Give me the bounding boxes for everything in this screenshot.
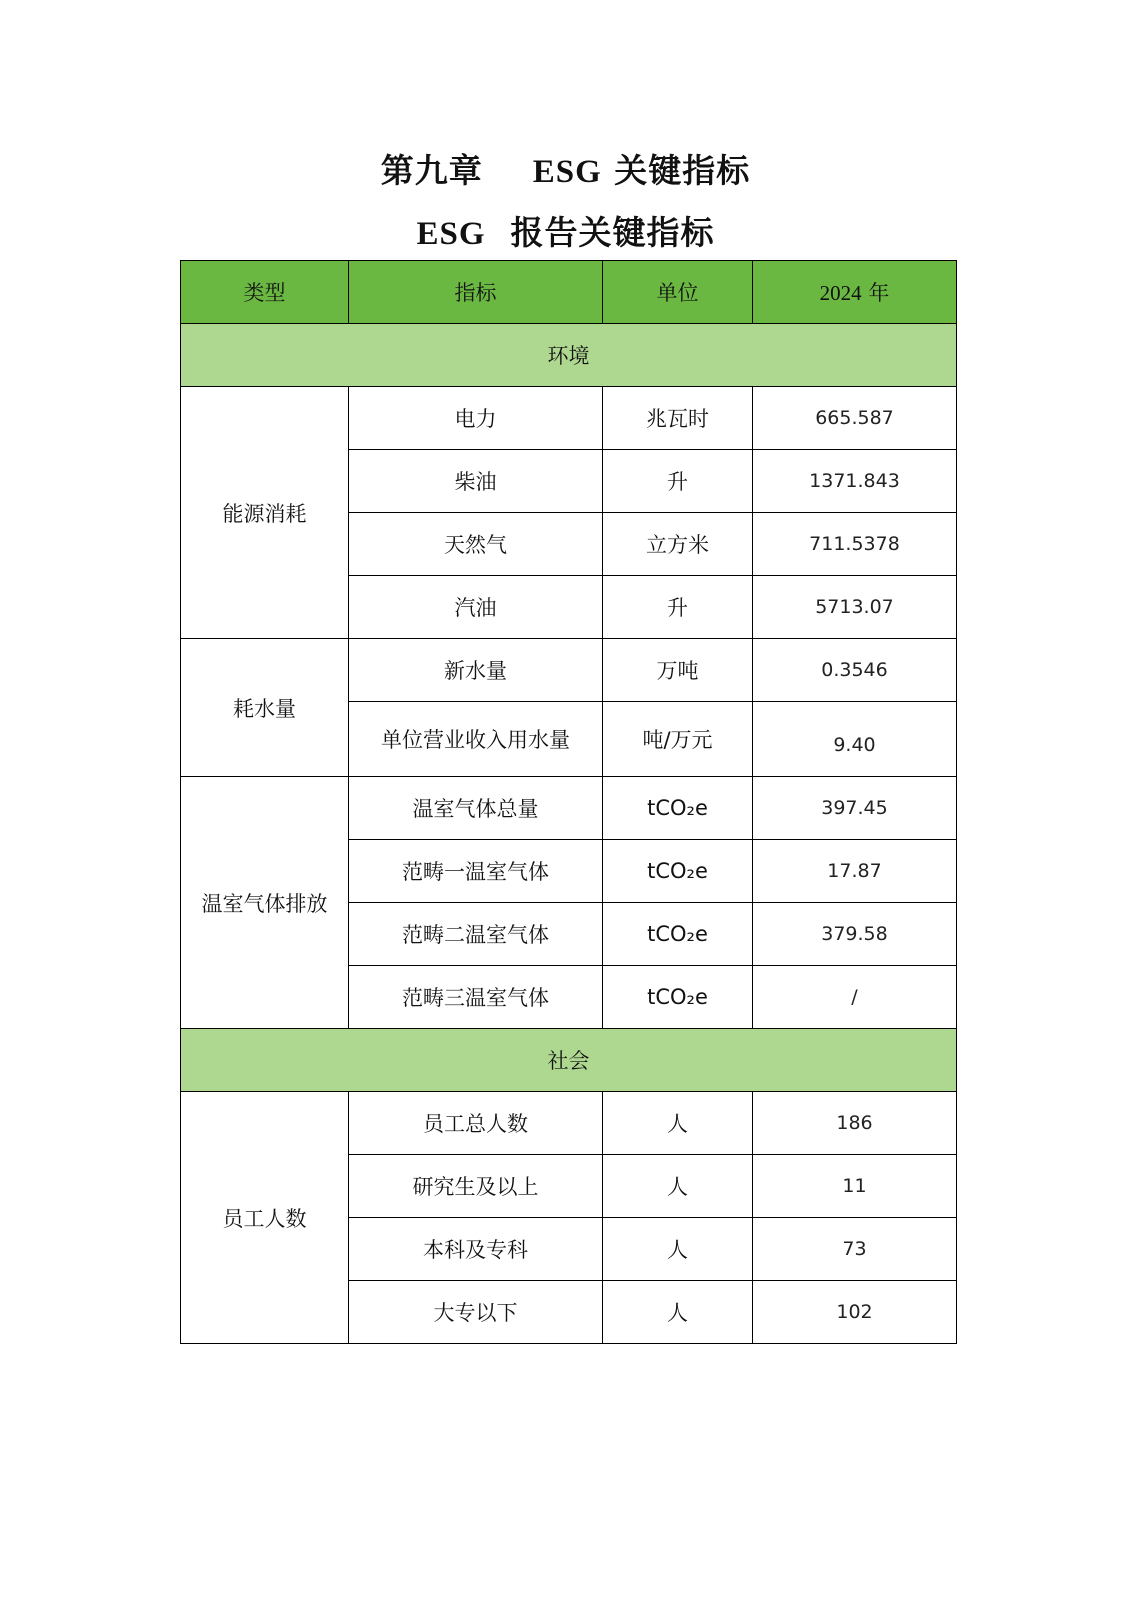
value-cell: 102 (753, 1281, 957, 1344)
section-label: 社会 (181, 1029, 957, 1092)
indicator-cell: 天然气 (349, 513, 603, 576)
table-row (181, 387, 957, 450)
indicator-cell: 范畴三温室气体 (349, 966, 603, 1029)
group-type-water: 耗水量 (181, 639, 349, 777)
unit-cell: 兆瓦时 (603, 387, 753, 450)
indicator-cell: 电力 (349, 387, 603, 450)
table-title (0, 207, 1131, 254)
chapter-title-suffix: 关键指标 (614, 151, 751, 190)
section-row-environment (181, 324, 957, 387)
indicator-cell: 温室气体总量 (349, 777, 603, 840)
table-row (181, 777, 957, 840)
indicator-cell: 范畴一温室气体 (349, 840, 603, 903)
value-cell: 0.3546 (753, 639, 957, 702)
header-year-suffix: 年 (868, 281, 890, 305)
indicator-cell: 范畴二温室气体 (349, 903, 603, 966)
chapter-title (0, 145, 1131, 192)
value-cell: 379.58 (753, 903, 957, 966)
value-cell: 11 (753, 1155, 957, 1218)
chapter-title-latin: ESG (532, 154, 602, 190)
group-type-ghg: 温室气体排放 (181, 777, 349, 1029)
table-title-latin: ESG (416, 216, 486, 252)
indicator-cell: 新水量 (349, 639, 603, 702)
unit-cell: 人 (603, 1092, 753, 1155)
table-title-suffix: 报告关键指标 (510, 213, 715, 252)
value-cell: 5713.07 (753, 576, 957, 639)
unit-cell: 人 (603, 1218, 753, 1281)
unit-cell: 升 (603, 576, 753, 639)
section-label: 环境 (181, 324, 957, 387)
group-type-energy: 能源消耗 (181, 387, 349, 639)
header-unit: 单位 (603, 261, 753, 324)
unit-cell: 立方米 (603, 513, 753, 576)
unit-cell: 升 (603, 450, 753, 513)
indicator-cell: 大专以下 (349, 1281, 603, 1344)
value-cell: 711.5378 (753, 513, 957, 576)
indicator-cell: 本科及专科 (349, 1218, 603, 1281)
value-cell: 17.87 (753, 840, 957, 903)
chapter-title-prefix: 第九章 (380, 151, 483, 190)
unit-cell: 人 (603, 1155, 753, 1218)
indicator-cell: 研究生及以上 (349, 1155, 603, 1218)
table-row (181, 1092, 957, 1155)
value-cell: / (753, 966, 957, 1029)
indicator-cell: 汽油 (349, 576, 603, 639)
unit-cell: tCO₂e (603, 840, 753, 903)
header-indicator: 指标 (349, 261, 603, 324)
value-cell: 9.40 (753, 702, 957, 777)
group-type-employees: 员工人数 (181, 1092, 349, 1344)
value-cell: 665.587 (753, 387, 957, 450)
indicator-cell: 员工总人数 (349, 1092, 603, 1155)
section-row-social (181, 1029, 957, 1092)
unit-cell: tCO₂e (603, 777, 753, 840)
value-cell: 1371.843 (753, 450, 957, 513)
esg-kpi-table (180, 260, 957, 1344)
unit-cell: tCO₂e (603, 903, 753, 966)
unit-cell: 万吨 (603, 639, 753, 702)
table-row (181, 639, 957, 702)
unit-cell: tCO₂e (603, 966, 753, 1029)
value-cell: 397.45 (753, 777, 957, 840)
indicator-cell: 柴油 (349, 450, 603, 513)
indicator-cell: 单位营业收入用水量 (349, 702, 603, 777)
table-header-row (181, 261, 957, 324)
unit-cell: 吨/万元 (603, 702, 753, 777)
header-year (753, 261, 957, 324)
value-cell: 186 (753, 1092, 957, 1155)
header-year-number: 2024 (819, 281, 862, 305)
header-type: 类型 (181, 261, 349, 324)
unit-cell: 人 (603, 1281, 753, 1344)
value-cell: 73 (753, 1218, 957, 1281)
